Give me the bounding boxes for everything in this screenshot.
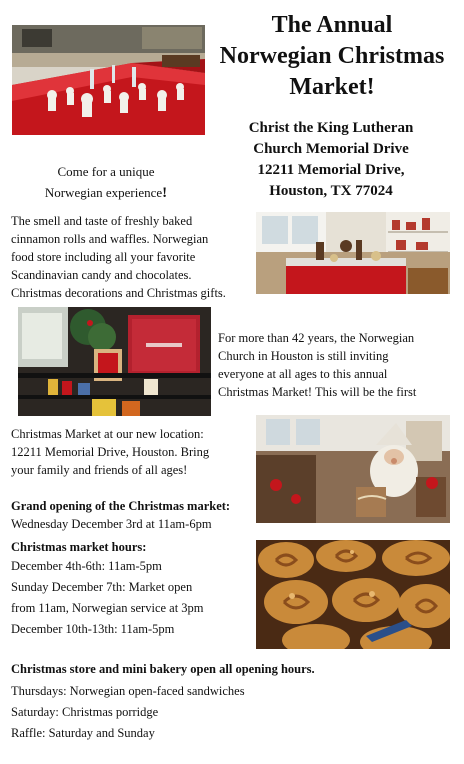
intro-paragraph [11,212,256,302]
store-heading: Christmas store and mini bakery open all opening hours. [11,662,315,676]
location-line: your family and friends of all ages! [11,463,188,477]
title-line: Norwegian Christmas [219,43,445,69]
photo-market-stall [256,212,450,294]
hours-item: Sunday December 7th: Market open [11,580,193,594]
title-line: Market! [289,74,375,100]
page-title [214,10,450,103]
location-paragraph [11,425,256,479]
history-line: Church in Houston is still inviting [218,349,389,363]
hours-list [11,556,256,640]
photo-market-hall [12,25,205,135]
intro-line: food store including all your favorite [11,250,196,264]
tagline-text: Norwegian experience [44,185,163,200]
hours-heading: Christmas market hours: [11,540,147,554]
photo-gift-shelves [18,307,211,416]
grand-opening-detail: Wednesday December 3rd at 11am-6pm [11,517,212,531]
tagline-line [16,182,196,204]
tagline [16,161,196,204]
hours-item: from 11am, Norwegian service at 3pm [11,601,204,615]
grand-opening-heading: Grand opening of the Christmas market: [11,499,231,513]
store-list [11,681,456,744]
church-address [228,118,434,202]
photo-gnome [256,415,450,523]
hours-section [11,538,256,640]
hours-item: December 10th-13th: 11am-5pm [11,622,175,636]
intro-line: Scandinavian candy and chocolates. [11,268,192,282]
hours-item: December 4th-6th: 11am-5pm [11,559,162,573]
intro-line: cinnamon rolls and waffles. Norwegian [11,232,209,246]
intro-line: The smell and taste of freshly baked [11,214,193,228]
photo-cinnamon-buns [256,540,450,649]
store-item: Raffle: Saturday and Sunday [11,726,155,740]
grand-opening-section [11,497,256,533]
history-line: For more than 42 years, the Norwegian [218,331,415,345]
history-line: everyone at all ages to this annual [218,367,388,381]
history-paragraph [218,329,454,401]
location-line: 12211 Memorial Drive, Houston. Bring [11,445,210,459]
location-line: Christmas Market at our new location: [11,427,204,441]
address-line: Christ the King Lutheran [248,120,414,136]
history-line: Christmas Market! This will be the first [218,385,417,399]
address-line: Houston, TX 77024 [269,183,393,199]
address-line: 12211 Memorial Drive, [257,162,405,178]
store-section [11,660,456,744]
title-line: The Annual [271,12,393,38]
address-line: Church Memorial Drive [253,141,409,157]
tagline-line: Come for a unique [57,164,155,179]
store-item: Saturday: Christmas porridge [11,705,159,719]
intro-line: Christmas decorations and Christmas gifts. [11,286,226,300]
store-item: Thursdays: Norwegian open-faced sandwiches [11,684,245,698]
tagline-exclamation: ! [162,185,168,201]
